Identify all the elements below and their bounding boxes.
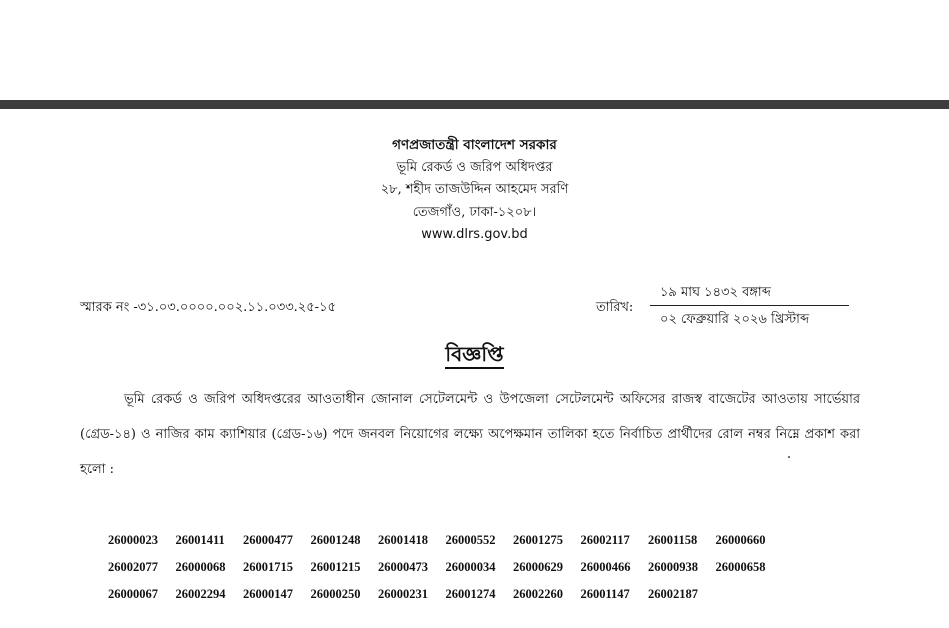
- roll-number: 26001411: [175, 533, 225, 547]
- roll-row: [108, 527, 808, 554]
- date-label: তারিখ:: [596, 300, 634, 315]
- date-divider: [650, 305, 849, 306]
- roll-number: 26000250: [310, 587, 361, 601]
- roll-number: 26002260: [513, 587, 563, 601]
- roll-number: 26000552: [445, 533, 496, 547]
- address-line-2: তেজগাঁও, ঢাকা-১২০৮।: [412, 204, 537, 220]
- notice-body-text: ভূমি রেকর্ড ও জরিপ অধিদপ্তরের আওতাধীন জোনাল সেটেলমেন্ট ও উপজেলা সেটেলমেন্ট অফিসের রাজস্ব বাজেটের আওতায় সার্ভেয়ার (গ্রেড-১৪) ও নাজির কাম ক্যাশিয়ার (গ্রেড-১৬) পদে জনবল নিয়োগের লক্ষ্যে অপেক্ষমান তালিকা হতে নির্বাচিত প্রার্থীদের রোল নম্বর নিম্নে প্রকাশ করা হলো :: [80, 392, 860, 477]
- roll-number: 26002294: [175, 587, 226, 601]
- roll-number: 26000466: [580, 560, 631, 574]
- date-gregorian: ০২ ফেব্রুয়ারি ২০২৬ খ্রিস্টাব্দ: [660, 312, 810, 327]
- top-border-bar: [0, 100, 949, 109]
- department-name: ভূমি রেকর্ড ও জরিপ অধিদপ্তর: [396, 159, 553, 175]
- speck-mark: [788, 456, 790, 458]
- roll-number: 26002187: [648, 587, 698, 601]
- address-line-1: ২৮, শহীদ তাজউদ্দিন আহমেদ সরণি: [380, 182, 569, 197]
- date-bengali: ১৯ মাঘ ১৪৩২ বঙ্গাব্দ: [660, 285, 771, 300]
- roll-number: 26002117: [580, 533, 630, 547]
- roll-number: 26001215: [310, 560, 361, 574]
- letterhead: [0, 134, 949, 247]
- roll-number: 26000023: [108, 533, 158, 547]
- memo-reference: স্মারক নং -৩১.০৩.০০০০.০০২.১১.০৩৩.২৫-১৫: [80, 300, 336, 315]
- roll-number: 26001715: [243, 560, 293, 574]
- roll-number: 26002077: [108, 560, 158, 574]
- roll-number: 26000147: [243, 587, 293, 601]
- roll-number: 26000658: [715, 560, 766, 574]
- website-link[interactable]: www.dlrs.gov.bd: [421, 227, 528, 242]
- roll-number: 26000938: [648, 560, 698, 574]
- notice-title-text: বিজ্ঞপ্তি: [445, 342, 503, 369]
- roll-number: 26000067: [108, 587, 158, 601]
- roll-number-list: [108, 527, 808, 608]
- roll-number: 26000629: [513, 560, 563, 574]
- roll-number: 26000473: [378, 560, 428, 574]
- notice-title: [0, 340, 949, 373]
- roll-number: 26000660: [715, 533, 766, 547]
- roll-number: 26000034: [445, 560, 496, 574]
- roll-number: 26000477: [243, 533, 293, 547]
- government-name: গণপ্রজাতন্ত্রী বাংলাদেশ সরকার: [392, 137, 557, 153]
- roll-number: 26000068: [175, 560, 226, 574]
- roll-number: 26001147: [580, 587, 630, 601]
- notice-body: [80, 382, 860, 487]
- roll-number: 26001418: [378, 533, 428, 547]
- roll-row: [108, 581, 808, 608]
- roll-number: 26001248: [310, 533, 361, 547]
- roll-number: 26001275: [513, 533, 563, 547]
- roll-number: 26001158: [648, 533, 698, 547]
- roll-row: [108, 554, 808, 581]
- roll-number: 26001274: [445, 587, 496, 601]
- roll-number: 26000231: [378, 587, 428, 601]
